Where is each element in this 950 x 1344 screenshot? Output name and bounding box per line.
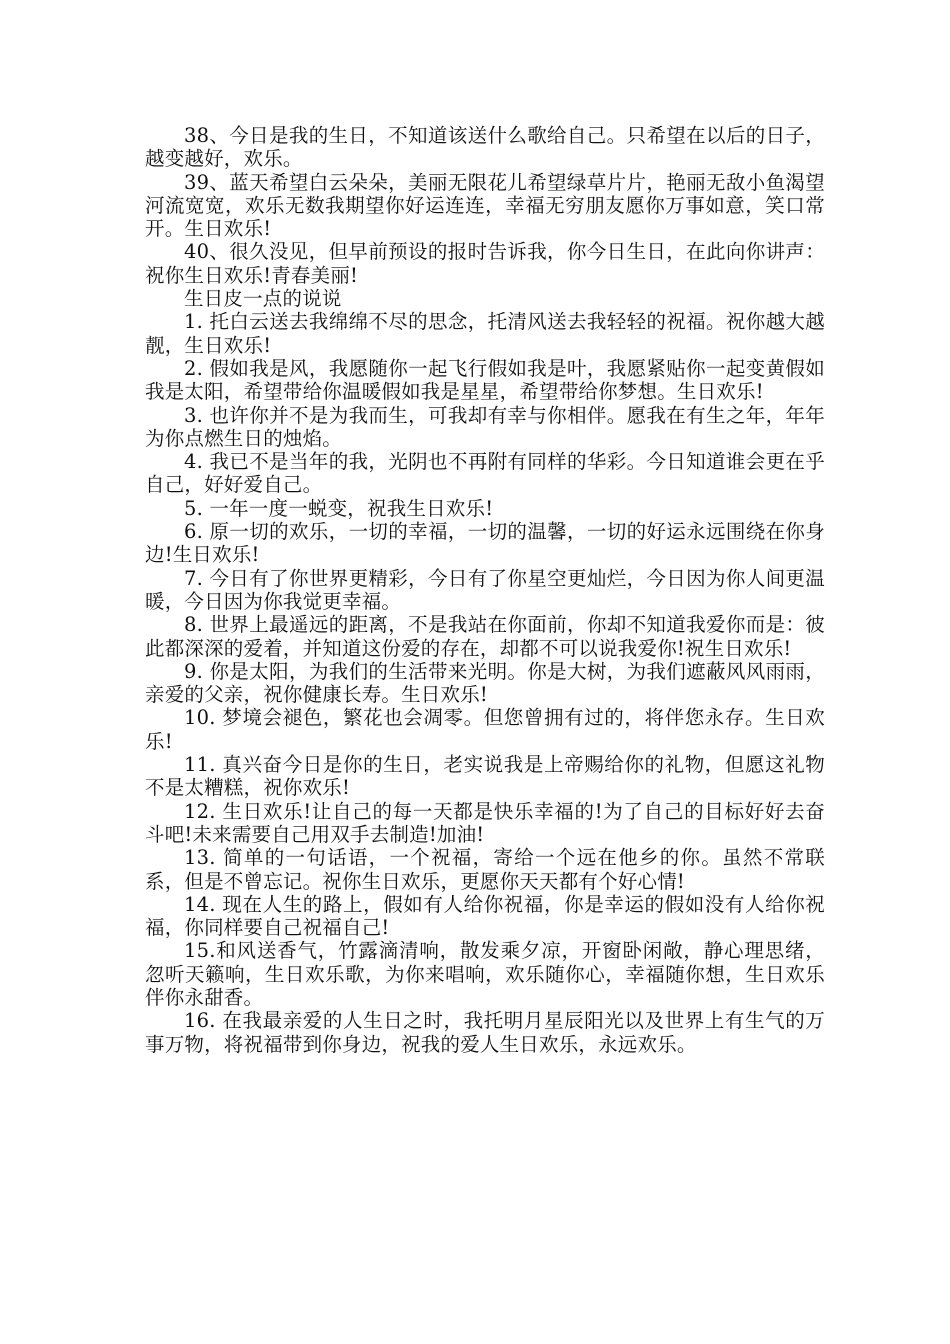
numbered-paragraph-1: 1. 托白云送去我绵绵不尽的思念，托清风送去我轻轻的祝福。祝你越大越靓，生日欢乐! — [145, 310, 825, 357]
section-heading: 生日皮一点的说说 — [184, 287, 342, 311]
numbered-paragraph-9: 9. 你是太阳，为我们的生活带来光明。你是大树，为我们遮蔽风风雨雨，亲爱的父亲，祝你健康长寿。生日欢乐! — [145, 659, 825, 707]
numbered-paragraph-5: 5. 一年一度一蜕变，祝我生日欢乐! — [184, 496, 494, 520]
numbered-paragraph-3: 3. 也许你并不是为我而生，可我却有幸与你相伴。愿我在有生之年，年年为你点燃生日的烛焰。 — [145, 403, 825, 450]
paragraph-38: 38、今日是我的生日，不知道该送什么歌给自己。只希望在以后的日子，越变越好，欢乐。 — [145, 124, 825, 171]
numbered-paragraph-2: 2. 假如我是风，我愿随你一起飞行假如我是叶，我愿紧贴你一起变黄假如我是太阳，希望带给你温暖假如我是星星，希望带给你梦想。生日欢乐! — [145, 356, 825, 404]
numbered-paragraph-7: 7. 今日有了你世界更精彩，今日有了你星空更灿烂，今日因为你人间更温暖，今日因为你我觉更幸福。 — [145, 566, 825, 613]
numbered-paragraph-4: 4. 我已不是当年的我，光阴也不再附有同样的华彩。今日知道谁会更在乎自己，好好爱自己。 — [145, 450, 825, 497]
numbered-paragraph-8: 8. 世界上最遥远的距离，不是我站在你面前，你却不知道我爱你而是：彼此都深深的爱着，并知道这份爱的存在，却都不可以说我爱你!祝生日欢乐! — [145, 613, 825, 660]
numbered-paragraph-15: 15.和风送香气，竹露滴清响，散发乘夕凉，开窗卧闲敞，静心理思绪，忽听天籁响，生日欢乐歌，为你来唱响，欢乐随你心，幸福随你想，生日欢乐伴你永甜香。 — [145, 939, 825, 1009]
numbered-paragraph-6: 6. 原一切的欢乐，一切的幸福，一切的温馨，一切的好运永远围绕在你身边!生日欢乐! — [145, 520, 825, 567]
document-body — [145, 124, 825, 1056]
numbered-paragraph-13: 13. 简单的一句话语，一个祝福，寄给一个远在他乡的你。虽然不常联系，但是不曾忘记。祝你生日欢乐，更愿你天天都有个好心情! — [145, 846, 825, 893]
numbered-paragraph-14: 14. 现在人生的路上，假如有人给你祝福，你是幸运的假如没有人给你祝福，你同样要自己祝福自己! — [145, 892, 825, 940]
numbered-paragraph-12: 12. 生日欢乐!让自己的每一天都是快乐幸福的!为了自己的目标好好去奋斗吧!未来需要自己用双手去制造!加油! — [145, 799, 825, 846]
numbered-paragraph-10: 10. 梦境会褪色，繁花也会凋零。但您曾拥有过的，将伴您永存。生日欢乐! — [145, 706, 825, 753]
paragraph-40: 40、很久没见，但早前预设的报时告诉我，你今日生日，在此向你讲声：祝你生日欢乐!青春美丽! — [145, 240, 825, 287]
numbered-paragraph-16: 16. 在我最亲爱的人生日之时，我托明月星辰阳光以及世界上有生气的万事万物，将祝福带到你身边，祝我的爱人生日欢乐，永远欢乐。 — [145, 1009, 825, 1056]
paragraph-39: 39、蓝天希望白云朵朵，美丽无限花儿希望绿草片片，艳丽无敌小鱼渴望河流宽宽，欢乐无数我期望你好运连连，幸福无穷朋友愿你万事如意，笑口常开。生日欢乐! — [145, 170, 825, 241]
numbered-paragraph-11: 11. 真兴奋今日是你的生日，老实说我是上帝赐给你的礼物，但愿这礼物不是太糟糕，祝你欢乐! — [145, 753, 825, 800]
